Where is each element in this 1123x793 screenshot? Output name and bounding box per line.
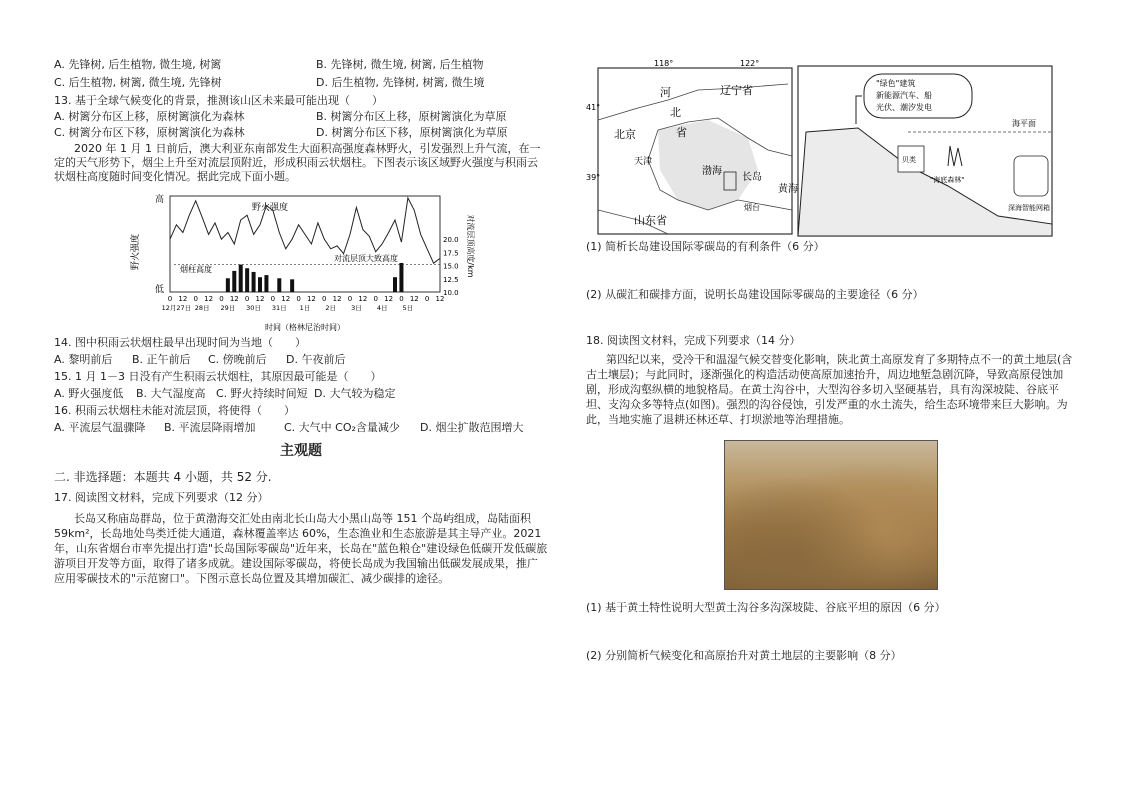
hour-tick-label: 0 (322, 295, 327, 303)
hour-tick-label: 12 (229, 295, 239, 303)
q15-option-c: C. 野火持续时间短 (216, 387, 308, 400)
hour-tick-label: 12 (255, 295, 265, 303)
hour-tick-labels (168, 295, 445, 303)
q16-option-d: D. 烟尘扩散范围增大 (420, 421, 524, 434)
series-column-label: 烟柱高度 (180, 265, 212, 274)
loess-gully-photo (724, 440, 938, 590)
y-right-title: 对流层顶高度/km (466, 214, 475, 278)
series-fire-label: 野火强度 (252, 203, 289, 213)
y-left-bottom: 低 (154, 285, 164, 295)
q13-option-c: C. 树篱分布区下移，原树篱演化为森林 (54, 126, 245, 139)
hour-tick-label: 0 (347, 295, 353, 303)
q14-option-a: A. 黎明前后 (54, 353, 113, 366)
x-axis-title: 时间（格林尼治时间） (265, 323, 345, 332)
y-left-title: 野火强度 (131, 233, 141, 271)
q13-option-b: B. 树篱分布区上移，原树篱演化为草原 (316, 110, 507, 123)
diagram-shell: 贝类 (902, 156, 916, 164)
q15-option-b: B. 大气湿度高 (136, 387, 206, 400)
day-tick-label: 4日 (376, 304, 388, 312)
map-huanghai: 黄海 (778, 184, 798, 195)
smoke-column-bar (232, 271, 236, 292)
hour-tick-label: 12 (281, 295, 291, 303)
hour-tick-label: 0 (270, 295, 276, 303)
q15-option-a: A. 野火强度低 (54, 387, 124, 400)
hour-tick-label: 12 (384, 295, 394, 303)
map-beijing: 北京 (614, 128, 636, 141)
map-shandong: 山东省 (634, 214, 667, 227)
hour-tick-label: 12 (178, 295, 188, 303)
q12-option-a: A. 先锋树, 后生植物, 微生境, 树篱 (54, 58, 222, 71)
smoke-column-bar (290, 279, 294, 292)
smoke-column-bar (239, 265, 243, 292)
day-tick-label: 29日 (220, 304, 236, 312)
day-tick-label: 1日 (299, 304, 311, 312)
lat-41: 41° (586, 103, 601, 112)
q17-sub1: (1) 简析长岛建设国际零碳岛的有利条件（6 分） (586, 240, 825, 253)
hour-tick-label: 0 (167, 295, 173, 303)
q14-option-d: D. 午夜前后 (286, 353, 346, 366)
hour-tick-label: 12 (306, 295, 316, 303)
smoke-column-bar (264, 275, 268, 292)
q13-stem: 13. 基于全球气候变化的背景，推测该山区未来最可能出现（ ） (54, 94, 383, 107)
q13-option-a: A. 树篱分布区上移，原树篱演化为森林 (54, 110, 245, 123)
net-cage-box (1014, 156, 1048, 196)
q17-sub2: (2) 从碳汇和碳排方面，说明长岛建设国际零碳岛的主要途径（6 分） (586, 288, 924, 301)
changdao-location-map (586, 59, 798, 238)
lat-39: 39° (586, 173, 601, 182)
q17-passage: 长岛又称庙岛群岛，位于黄渤海交汇处由南北长山岛大小黑山岛等 151 个岛屿组成，岛陆面积 59km²，长岛地处鸟类迁徙大通道，森林覆盖率达 60%，生态渔业和生态旅游是其主导产业。2021 年，山东省烟台市率先提出打造"长岛国际零碳岛"近年来，长岛在"蓝色粮仓"建设绿色低碳开发低碳旅游项目开发等方面，取得了诸多成就。建设国际零碳岛，将使长岛成为我国输出低碳发展成果，推广应用零碳技术的"示范窗口"。下图示意长岛位置及其增加碳汇、减少碳排的途径。 (54, 512, 548, 585)
smoke-column-bar (252, 272, 256, 292)
map-hebei-1: 河 (660, 86, 671, 99)
diagram-seaweed: "海底森林" (930, 176, 965, 184)
diagram-box-line2: 新能源汽车、船 (876, 91, 932, 100)
q12-option-d: D. 后生植物, 先锋树, 树篱, 微生境 (316, 76, 485, 89)
map-tianjin: 天津 (634, 157, 653, 167)
map-hebei-3: 省 (676, 126, 687, 139)
day-tick-label: 30日 (246, 304, 261, 312)
q13-option-d: D. 树篱分布区下移，原树篱演化为草原 (316, 126, 508, 139)
section-2-header: 二. 非选择题：本题共 4 小题，共 52 分. (54, 470, 272, 484)
q16-option-c: C. 大气中 CO₂含量减少 (284, 421, 400, 434)
fire-intensity-chart (120, 190, 478, 334)
q18-passage: 第四纪以来，受冷干和温湿气候交替变化影响，陕北黄土高原发育了多期特点不一的黄土地层(含古土壤层)；与此同时，逐渐强化的构造活动使高原加速抬升，周边地堑急剧沉降，导致高原侵蚀加剧，形成沟壑纵横的地貌格局。在黄土沟谷中，大型沟谷多切入坚硬基岩，具有沟深坡陡、谷底平坦、支沟众多等特点(如图)。强烈的沟谷侵蚀，引发严重的水土流失，给生态环境带来巨大影响。为此，当地实施了退耕还林还草、打坝淤地等治理措施。 (586, 353, 1073, 426)
right-axis-ticks (443, 236, 459, 297)
hour-tick-label: 0 (219, 295, 224, 303)
smoke-column-bar (399, 263, 403, 292)
smoke-column-bar (393, 277, 397, 292)
smoke-column-bar (277, 278, 281, 292)
q16-option-b: B. 平流层降雨增加 (164, 421, 256, 434)
right-tick-label: 17.5 (443, 249, 459, 258)
hour-tick-label: 0 (373, 295, 378, 303)
right-tick-label: 15.0 (443, 262, 459, 271)
q16-option-a: A. 平流层气温骤降 (54, 421, 146, 434)
hour-tick-label: 0 (193, 295, 198, 303)
day-tick-label: 5日 (402, 304, 414, 312)
map-changdao: 长岛 (742, 172, 762, 183)
q15-option-d: D. 大气较为稳定 (314, 387, 396, 400)
right-tick-label: 20.0 (443, 236, 459, 245)
q18-sub2: (2) 分别简析气候变化和高原抬升对黄土地层的主要影响（8 分） (586, 649, 902, 662)
hour-tick-label: 12 (409, 295, 419, 303)
map-liaoning: 辽宁省 (720, 84, 753, 97)
hour-tick-label: 12 (435, 295, 445, 303)
hour-tick-label: 12 (332, 295, 342, 303)
day-tick-label: 28日 (194, 304, 210, 312)
q15-stem: 15. 1 月 1－3 日没有产生积雨云状烟柱，其原因最可能是（ ） (54, 370, 382, 383)
lon-122: 122° (740, 59, 760, 68)
lon-118: 118° (654, 59, 674, 68)
right-tick-label: 10.0 (443, 289, 459, 297)
day-tick-label: 31日 (271, 304, 287, 312)
hour-tick-label: 0 (424, 295, 430, 303)
diagram-sea-level: 海平面 (1012, 119, 1036, 128)
right-tick-label: 12.5 (443, 275, 459, 284)
q14-stem: 14. 图中积雨云状烟柱最早出现时间为当地（ ） (54, 336, 306, 349)
hour-tick-label: 12 (204, 295, 214, 303)
q18-stem: 18. 阅读图文材料，完成下列要求（14 分） (586, 334, 801, 347)
q16-stem: 16. 积雨云状烟柱未能对流层顶，将使得（ ） (54, 404, 295, 417)
tropopause-label: 对流层顶大致高度 (334, 254, 398, 263)
diagram-box-line3: 光伏、潮汐发电 (876, 103, 932, 112)
diagram-ranch: 深海智能网箱 (1008, 204, 1050, 212)
diagram-box-line1: "绿色"建筑 (876, 79, 916, 88)
day-tick-label: 12月27日 (161, 304, 192, 312)
day-tick-label: 3日 (351, 304, 362, 312)
map-yantai: 烟台 (744, 203, 760, 212)
day-tick-label: 2日 (325, 304, 337, 312)
map-hebei-2: 北 (670, 106, 681, 119)
q17-stem: 17. 阅读图文材料，完成下列要求（12 分） (54, 491, 269, 504)
q18-sub1: (1) 基于黄土特性说明大型黄土沟谷多沟深坡陡、谷底平坦的原因（6 分） (586, 601, 946, 614)
day-tick-labels (162, 304, 414, 312)
fire-passage: 2020 年 1 月 1 日前后，澳大利亚东南部发生大面积高强度森林野火，引发强烈上升气流，在一定的天气形势下，烟尘上升至对流层顶附近，形成积雨云状烟柱。下图表示该区域野火强度与积雨云状烟柱高度随时间变化情况。据此完成下面小题。 (54, 142, 541, 183)
hour-tick-label: 0 (399, 295, 404, 303)
hour-tick-label: 0 (296, 295, 301, 303)
hour-tick-label: 0 (244, 295, 250, 303)
smoke-column-bar (245, 268, 249, 292)
q12-option-b: B. 先锋树, 微生境, 树篱, 后生植物 (316, 58, 484, 71)
y-left-top: 高 (154, 195, 164, 205)
carbon-pathway-diagram (798, 66, 1054, 238)
q12-option-c: C. 后生植物, 树篱, 微生境, 先锋树 (54, 76, 222, 89)
q14-option-b: B. 正午前后 (132, 353, 191, 366)
hour-tick-label: 12 (358, 295, 368, 303)
smoke-column-bar (226, 278, 230, 292)
map-bohai: 渤海 (702, 166, 722, 177)
q14-option-c: C. 傍晚前后 (208, 353, 267, 366)
smoke-column-bar (258, 277, 262, 292)
section-title: 主观题 (280, 443, 322, 459)
